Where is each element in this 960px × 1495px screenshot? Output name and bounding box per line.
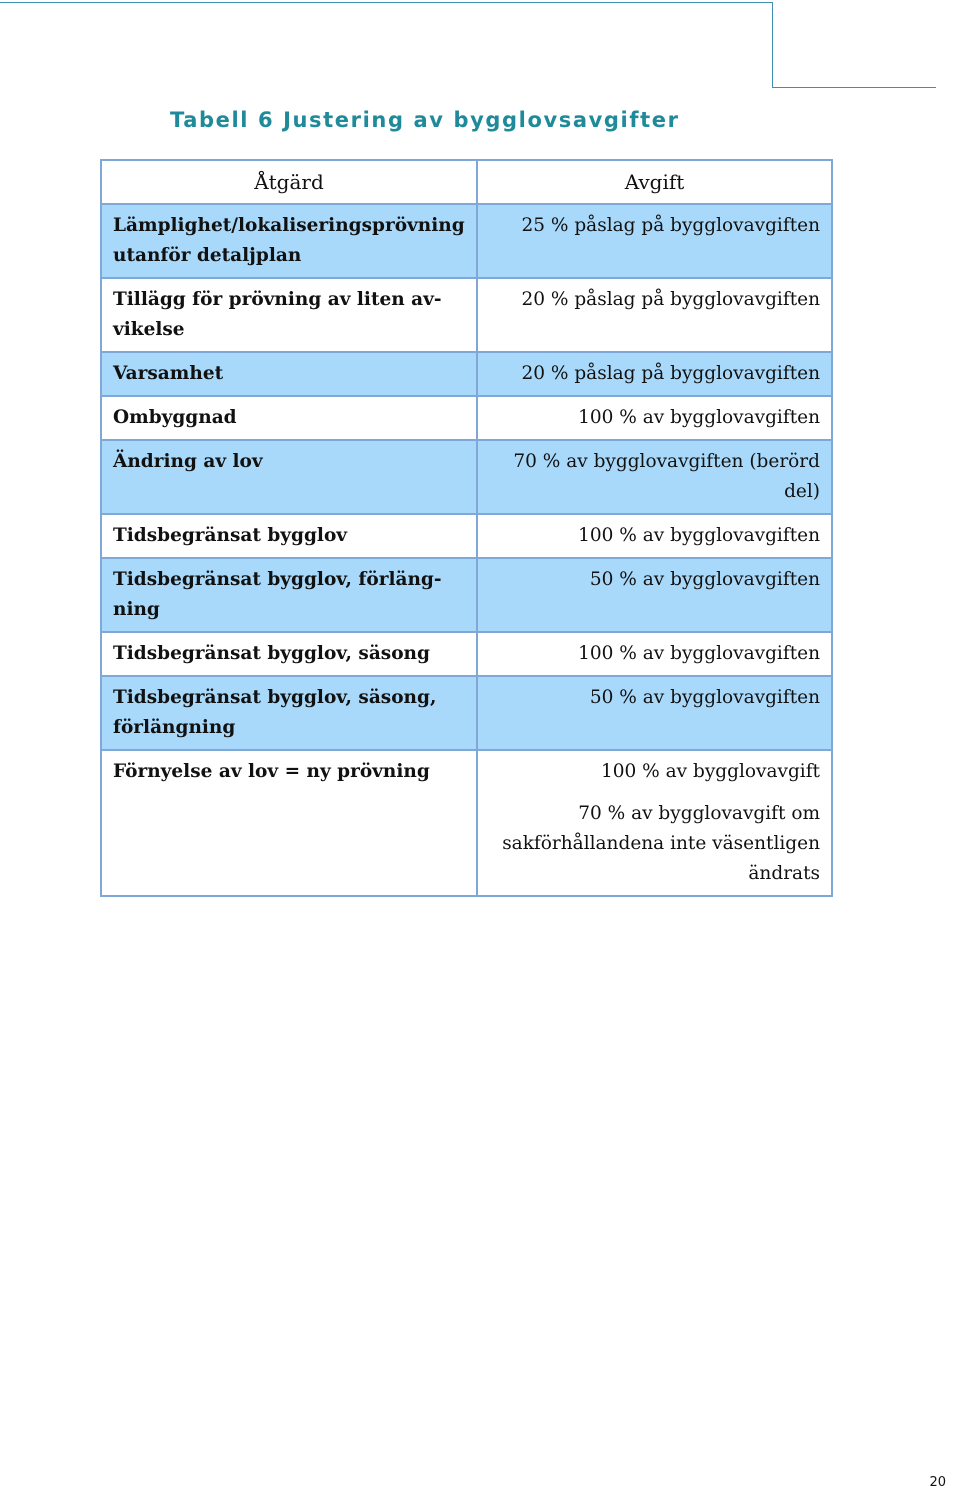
table-row [101,278,832,352]
row-action-line: ning [113,599,160,620]
table-row [101,558,832,632]
header-rule-bottom [772,87,936,88]
row-action-line: Tidsbegränsat bygglov, förläng- [113,569,442,590]
row-fee: 100 % av bygglovavgiften [477,396,832,440]
row-action: Varsamhet [101,352,477,396]
table-row [101,352,832,396]
row-fee: 20 % påslag på bygglovavgiften [477,278,832,352]
row-action-line: vikelse [113,319,185,340]
table-header-row [101,160,832,204]
row-action-line: Tillägg för prövning av liten av- [113,289,442,310]
row-fee-primary: 100 % av bygglovavgift [600,761,820,782]
row-fee: 100 % av bygglovavgiften [477,514,832,558]
table-row [101,396,832,440]
row-fee: 25 % påslag på bygglovavgiften [477,204,832,278]
table-row [101,676,832,750]
header-rule-vertical [772,2,773,88]
header-rule-horizontal [0,2,773,3]
row-action: Tidsbegränsat bygglov, säsong, förlängning [101,676,477,750]
column-header-fee: Avgift [477,160,832,204]
row-action [101,558,477,632]
row-fee [477,750,832,896]
row-fee: 100 % av bygglovavgiften [477,632,832,676]
row-action: Ändring av lov [101,440,477,514]
row-action: Tidsbegränsat bygglov [101,514,477,558]
table-row [101,632,832,676]
row-action: Ombyggnad [101,396,477,440]
fee-adjustment-table [100,159,833,897]
row-fee: 50 % av bygglovavgiften [477,558,832,632]
table-row [101,514,832,558]
row-action [101,278,477,352]
page-number: 20 [929,1475,946,1490]
row-action: Förnyelse av lov = ny prövning [101,750,477,896]
column-header-action: Åtgärd [101,160,477,204]
row-action: Tidsbegränsat bygglov, säsong [101,632,477,676]
row-fee: 50 % av bygglovavgiften [477,676,832,750]
row-fee: 20 % påslag på bygglovavgiften [477,352,832,396]
row-fee-secondary: 70 % av bygglovavgift om sakförhållandena inte väsentligen ändrats [502,803,820,884]
row-action: Lämplighet/lokaliseringsprövning utanför detaljplan [101,204,477,278]
row-fee: 70 % av bygglovavgiften (berörd del) [477,440,832,514]
table-row [101,204,832,278]
table-row [101,750,832,896]
table-title: Tabell 6 Justering av bygglovsavgifter [170,108,680,132]
table-row [101,440,832,514]
